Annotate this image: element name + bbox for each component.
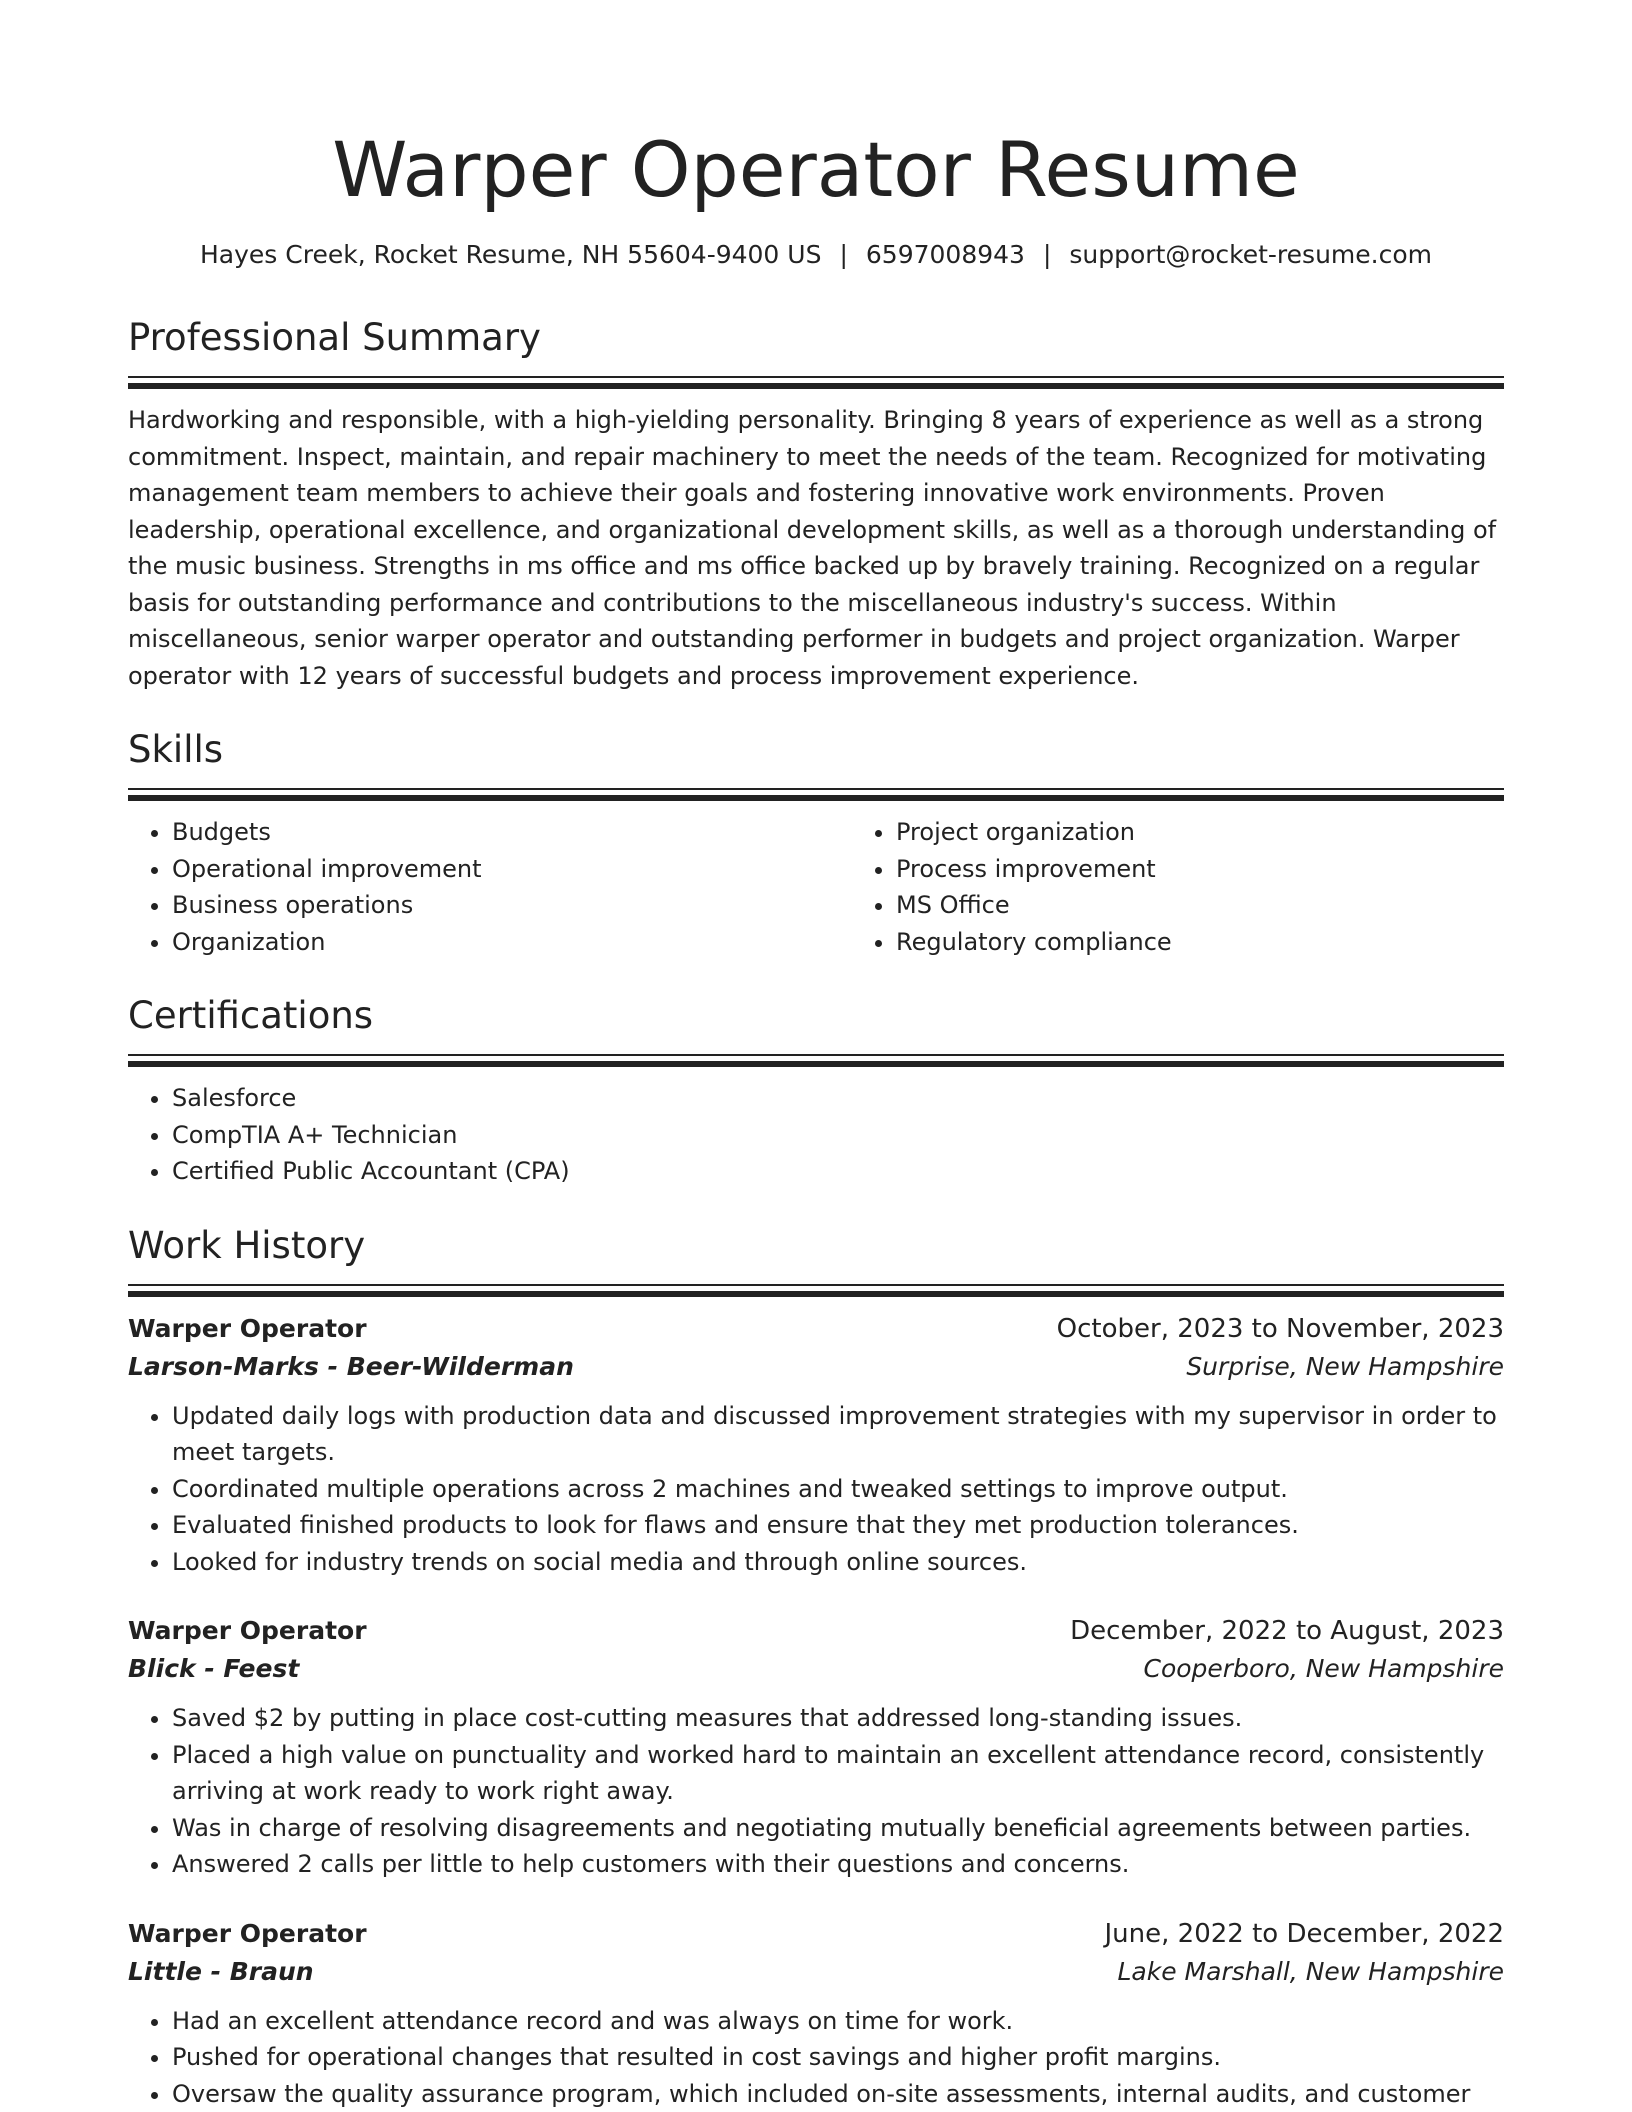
skill-item: • Operational improvement (172, 851, 852, 888)
job-bullet: • Had an excellent attendance record and was always on time for work. (172, 2003, 1504, 2040)
job-location: Surprise, New Hampshire (1186, 1351, 1504, 1381)
certifications-list (128, 1080, 1504, 1190)
certification-item: • Certified Public Accountant (CPA) (172, 1153, 1504, 1190)
contact-phone: 6597008943 (865, 240, 1025, 269)
certification-item: • CompTIA A+ Technician (172, 1117, 1504, 1154)
skills-list-right (852, 814, 1172, 960)
job-entry (128, 1915, 1504, 2112)
summary-text: Hardworking and responsible, with a high-yielding personality. Bringing 8 years of experience as well as a strong commitment. Inspect, maintain, and repair machinery to meet the needs of the team. Recognized for motivating management team members to achieve their goals and fostering innovative work environments. Proven leadership, operational excellence, and organizational development skills, as well as a thorough understanding of the music business. Strengths in ms office and ms office backed up by bravely training. Recognized on a regular basis for outstanding performance and contributions to the miscellaneous industry's success. Within miscellaneous, senior warper operator and outstanding performer in budgets and project organization. Warper operator with 12 years of successful budgets and process improvement experience. (128, 406, 1497, 690)
skill-item: • Business operations (172, 887, 852, 924)
job-location: Cooperboro, New Hampshire (1143, 1654, 1504, 1683)
job-company: Larson-Marks - Beer-Wilderman (128, 1351, 574, 1381)
skills-section (128, 726, 1504, 960)
job-title: Warper Operator (128, 1616, 367, 1645)
contact-separator: | (1042, 240, 1052, 269)
job-location: Lake Marshall, New Hampshire (1117, 1956, 1504, 1986)
section-heading-work-history: Work History (128, 1223, 366, 1267)
job-title: Warper Operator (128, 1313, 367, 1343)
contact-separator: | (839, 240, 848, 269)
job-bullet: • Coordinated multiple operations across 2 machines and tweaked settings to improve output. (172, 1471, 1504, 1508)
job-bullet: • Answered 2 calls per little to help customers with their questions and concerns. (172, 1846, 1504, 1883)
section-divider (128, 376, 1504, 390)
job-company: Blick - Feest (128, 1654, 300, 1683)
job-company: Little - Braun (128, 1956, 314, 1986)
skill-item: • Organization (172, 924, 852, 961)
job-bullet: • Was in charge of resolving disagreements and negotiating mutually beneficial agreements between parties. (172, 1810, 1504, 1847)
job-bullets (128, 2003, 1504, 2112)
section-divider (128, 1284, 1504, 1298)
skills-grid (128, 814, 1504, 960)
job-entry (128, 1612, 1504, 1883)
job-bullet: • Evaluated finished products to look for flaws and ensure that they met production tolerances. (172, 1507, 1504, 1544)
skills-list-left (128, 814, 852, 960)
job-dates: June, 2022 to December, 2022 (1104, 1918, 1504, 1949)
section-heading-skills: Skills (128, 728, 224, 771)
job-dates: December, 2022 to August, 2023 (1070, 1616, 1504, 1646)
skill-item: • Project organization (896, 814, 1172, 851)
contact-address: Hayes Creek, Rocket Resume, NH 55604-9400 US (200, 240, 822, 269)
contact-line (128, 238, 1504, 272)
job-dates: October, 2023 to November, 2023 (1056, 1313, 1504, 1344)
job-bullet: • Placed a high value on punctuality and worked hard to maintain an excellent attendance record, consistently arriving at work ready to work right away. (172, 1737, 1504, 1810)
job-bullet: • Looked for industry trends on social media and through online sources. (172, 1544, 1504, 1581)
resume-title: Warper Operator Resume (332, 125, 1300, 214)
job-bullets (128, 1700, 1504, 1883)
job-bullet: • Saved $2 by putting in place cost-cutting measures that addressed long-standing issues. (172, 1700, 1504, 1737)
job-bullet: • Oversaw the quality assurance program, which included on-site assessments, internal audits, and customer (172, 2076, 1504, 2112)
section-divider (128, 1054, 1504, 1068)
contact-email: support@rocket-resume.com (1069, 240, 1432, 269)
work-history-section (128, 1222, 1504, 2112)
summary-section (128, 314, 1504, 694)
job-entry (128, 1310, 1504, 1581)
section-heading-summary: Professional Summary (128, 316, 541, 359)
skill-item: • Budgets (172, 814, 852, 851)
job-title: Warper Operator (128, 1918, 367, 1948)
section-heading-certifications: Certifications (128, 994, 374, 1037)
certifications-section (128, 992, 1504, 1190)
job-bullets (128, 1398, 1504, 1581)
job-bullet: • Updated daily logs with production data and discussed improvement strategies with my supervisor in order to meet targets. (172, 1398, 1504, 1471)
section-divider (128, 788, 1504, 802)
skill-item: • Process improvement (896, 851, 1172, 888)
job-bullet: • Pushed for operational changes that resulted in cost savings and higher profit margins. (172, 2039, 1504, 2076)
certification-item: • Salesforce (172, 1080, 1504, 1117)
skill-item: • Regulatory compliance (896, 924, 1172, 961)
skill-item: • MS Office (896, 887, 1172, 924)
